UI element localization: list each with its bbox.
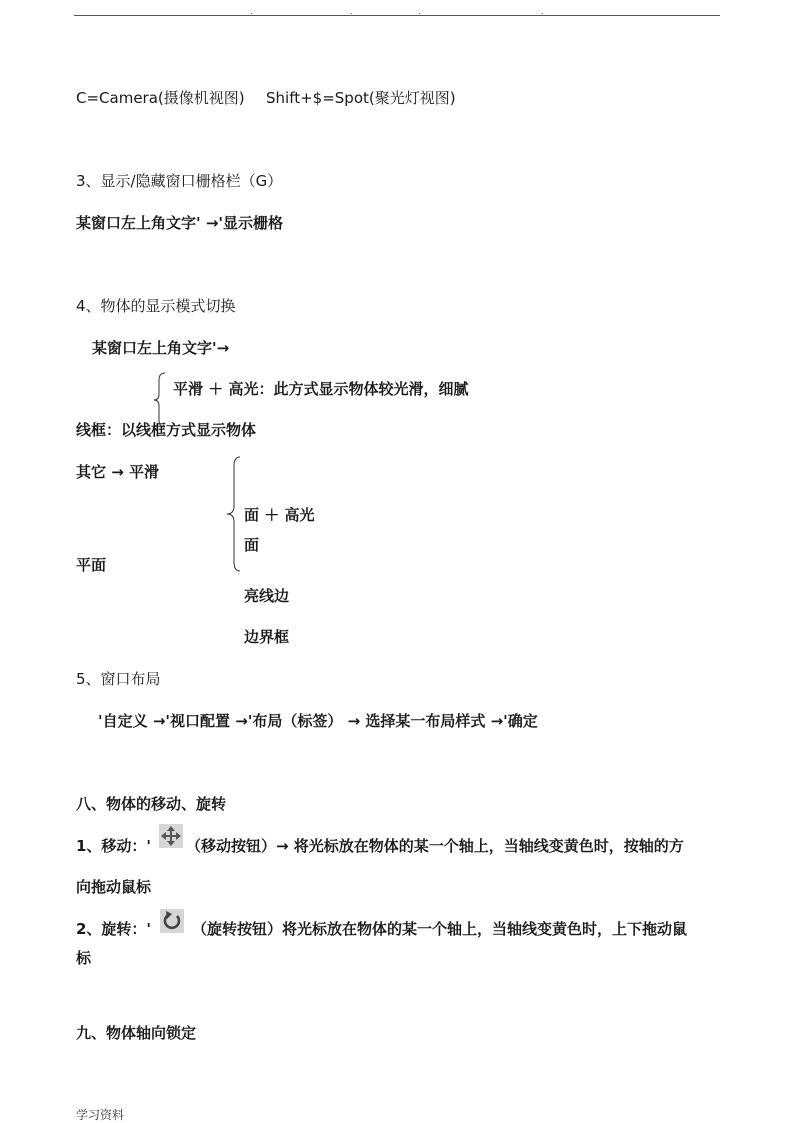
rotate-step-label: 2、旋转：' bbox=[76, 920, 152, 938]
large-brace bbox=[226, 456, 242, 572]
header-dot: . bbox=[418, 7, 421, 16]
move-step-label: 1、移动：' bbox=[76, 837, 152, 855]
bounding-box-mode: 边界框 bbox=[244, 628, 290, 646]
wireframe-mode: 线框：以线框方式显示物体 bbox=[76, 421, 257, 439]
move-arrows-icon bbox=[159, 824, 183, 848]
rotate-arrow-icon bbox=[160, 909, 184, 933]
face-highlight-mode: 面 ＋ 高光 bbox=[244, 506, 315, 524]
section-3-body: 某窗口左上角文字' →'显示栅格 bbox=[76, 214, 283, 232]
section-4-title: 4、物体的显示模式切换 bbox=[76, 297, 236, 315]
section-5-title: 5、窗口布局 bbox=[76, 670, 161, 688]
header-rule bbox=[74, 15, 720, 16]
section-8-title: 八、物体的移动、旋转 bbox=[76, 795, 227, 813]
face-mode: 面 bbox=[244, 536, 260, 554]
section-5-body: '自定义 →'视口配置 →'布局（标签） → 选择某一布局样式 →'确定 bbox=[98, 712, 538, 730]
smooth-highlight-mode: 平滑 ＋ 高光：此方式显示物体较光滑，细腻 bbox=[173, 380, 469, 398]
camera-view-shortcut: C=Camera(摄像机视图) bbox=[76, 89, 245, 107]
flat-mode: 平面 bbox=[76, 556, 107, 574]
header-dot: . bbox=[350, 7, 353, 16]
footer-text: 学习资料 bbox=[76, 1108, 125, 1122]
section-3-title: 3、显示/隐藏窗口栅格栏（G） bbox=[76, 172, 283, 190]
section-4-intro: 某窗口左上角文字'→ bbox=[92, 339, 230, 357]
move-step-desc-cont: 向拖动鼠标 bbox=[76, 878, 152, 896]
lit-wireframe-mode: 亮线边 bbox=[244, 587, 290, 605]
header-dot: . bbox=[250, 7, 253, 16]
spot-view-shortcut: Shift+$=Spot(聚光灯视图) bbox=[266, 89, 456, 107]
other-smooth-mode: 其它 → 平滑 bbox=[76, 463, 160, 481]
section-9-title: 九、物体轴向锁定 bbox=[76, 1024, 197, 1042]
rotate-step-desc-cont: 标 bbox=[76, 949, 92, 967]
move-step-desc: （移动按钮）→ 将光标放在物体的某一个轴上，当轴线变黄色时，按轴的方 bbox=[186, 837, 684, 855]
header-dot: . bbox=[541, 7, 544, 16]
rotate-step-desc: （旋转按钮）将光标放在物体的某一个轴上，当轴线变黄色时，上下拖动鼠 bbox=[192, 920, 688, 938]
